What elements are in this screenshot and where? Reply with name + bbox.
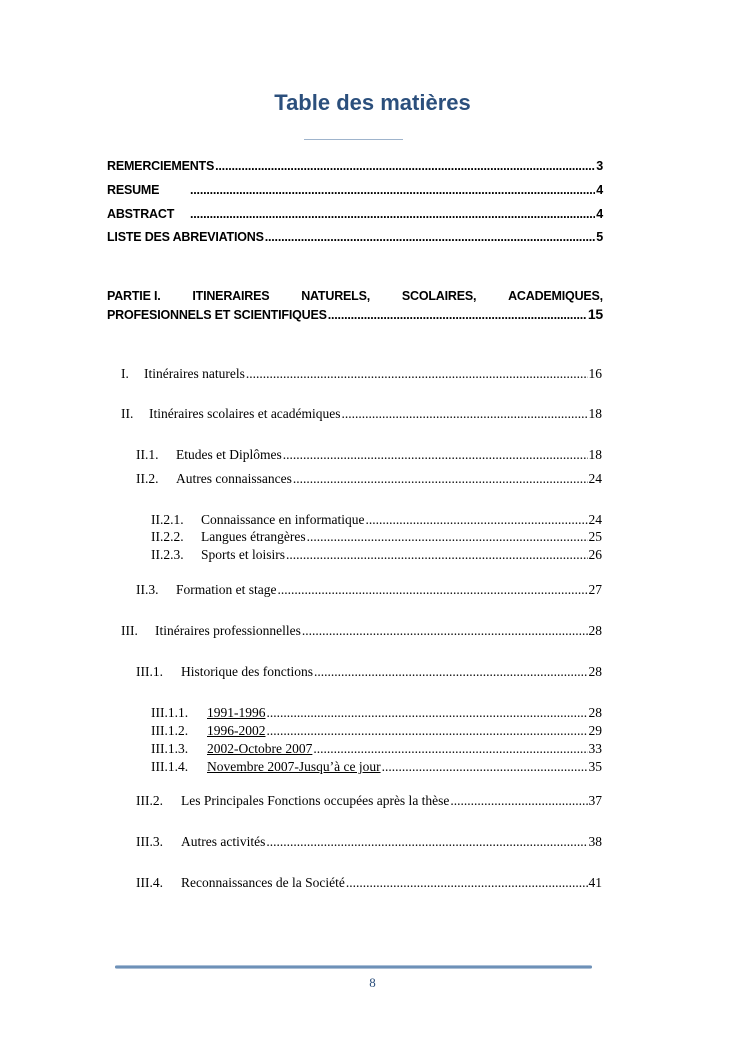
toc-entry-level3[interactable] — [151, 529, 602, 545]
toc-entry-page: 18 — [588, 447, 602, 462]
toc-entry-link[interactable]: 1991-1996 — [207, 705, 266, 720]
partie-heading-line2 — [107, 306, 603, 322]
toc-entry-label: Itinéraires professionnelles — [155, 623, 301, 638]
toc-entry-number: III.3. — [136, 834, 163, 849]
toc-entry-label: Connaissance en informatique — [201, 512, 365, 527]
toc-leader-dots — [342, 406, 588, 422]
toc-entry-page: 38 — [588, 834, 602, 849]
toc-entry-abreviations[interactable] — [107, 230, 603, 244]
toc-entry-label: Itinéraires scolaires et académiques — [149, 406, 341, 421]
toc-entry-number: II.2.2. — [151, 529, 184, 544]
toc-entry-number: II.2. — [136, 471, 159, 486]
partie-word: SCOLAIRES, — [401, 289, 477, 303]
toc-leader-dots — [190, 183, 595, 197]
toc-entry-level2[interactable] — [136, 793, 602, 809]
toc-entry-label: Itinéraires naturels — [144, 366, 245, 381]
toc-entry-page: 28 — [588, 705, 602, 720]
toc-entry-label: Formation et stage — [176, 582, 277, 597]
toc-entry-label: Autres connaissances — [176, 471, 292, 486]
toc-leader-dots — [283, 447, 588, 463]
toc-entry-remerciements[interactable] — [107, 159, 603, 173]
toc-entry-link[interactable]: Novembre 2007-Jusqu’à ce jour — [207, 759, 381, 774]
toc-partie-heading[interactable] — [107, 289, 603, 322]
toc-entry-label: RESUME — [107, 183, 160, 197]
toc-entry-page: 25 — [588, 529, 602, 544]
toc-entry-label: ABSTRACT — [107, 207, 175, 221]
toc-entry-level1[interactable] — [121, 623, 602, 639]
toc-entry-label: Etudes et Diplômes — [176, 447, 282, 462]
toc-leader-dots — [265, 230, 596, 244]
toc-entry-number: II.1. — [136, 447, 159, 462]
toc-leader-dots — [190, 207, 595, 221]
toc-entry-resume[interactable] — [107, 183, 603, 197]
toc-leader-dots — [365, 512, 587, 528]
toc-entry-label: Historique des fonctions — [181, 664, 313, 679]
toc-leader-dots — [302, 623, 588, 639]
toc-entry-page: 24 — [588, 471, 602, 486]
toc-entry-page: 4 — [596, 183, 603, 197]
toc-entry-page: 29 — [588, 723, 602, 738]
toc-entry-number: III.1. — [136, 664, 163, 679]
toc-entry-link[interactable]: 2002-Octobre 2007 — [207, 741, 313, 756]
toc-entry-level2[interactable] — [136, 447, 602, 463]
toc-entry-link[interactable]: 1996-2002 — [207, 723, 266, 738]
toc-entry-number: II.2.3. — [151, 547, 184, 562]
toc-entry-number: II.2.1. — [151, 512, 184, 527]
toc-leader-dots — [266, 834, 587, 850]
toc-entry-page: 5 — [596, 230, 603, 244]
toc-entry-level2[interactable] — [136, 582, 602, 598]
toc-entry-number: III.4. — [136, 875, 163, 890]
toc-entry-page: 3 — [596, 159, 603, 173]
toc-entry-level1[interactable] — [121, 406, 602, 422]
partie-word: NATURELS, — [301, 289, 371, 303]
footer-page-number: 8 — [369, 975, 376, 990]
toc-leader-dots — [328, 308, 587, 322]
toc-entry-level2[interactable] — [136, 834, 602, 850]
toc-entry-abstract[interactable] — [107, 207, 603, 221]
toc-entry-level3[interactable] — [151, 741, 602, 757]
toc-entry-number: I. — [121, 366, 129, 381]
partie-word: ITINERAIRES — [192, 289, 270, 303]
toc-entry-number: III.1.1. — [151, 705, 189, 720]
toc-leader-dots — [314, 664, 588, 680]
toc-entry-number: III.2. — [136, 793, 163, 808]
toc-entry-label: Sports et loisirs — [201, 547, 286, 562]
toc-entry-label: Langues étrangères — [201, 529, 306, 544]
toc-entry-level3[interactable] — [151, 723, 602, 739]
toc-entry-level3[interactable] — [151, 759, 602, 775]
footer-divider — [115, 965, 592, 969]
toc-entry-number: III.1.2. — [151, 723, 189, 738]
partie-word: ACADEMIQUES, — [508, 289, 603, 303]
toc-entry-level2[interactable] — [136, 664, 602, 680]
toc-entry-page: 35 — [588, 759, 602, 774]
title-divider — [304, 139, 403, 140]
toc-entry-level2[interactable] — [136, 471, 602, 487]
toc-leader-dots — [267, 723, 588, 739]
toc-entry-page: 41 — [588, 875, 602, 890]
toc-entry-page: 26 — [588, 547, 602, 562]
toc-entry-label: REMERCIEMENTS — [107, 159, 215, 173]
toc-entry-page: 27 — [588, 582, 602, 597]
toc-leader-dots — [450, 793, 587, 809]
toc-entry-number: III. — [121, 623, 138, 638]
toc-entry-number: III.1.3. — [151, 741, 189, 756]
toc-entry-number: III.1.4. — [151, 759, 189, 774]
toc-entry-level3[interactable] — [151, 547, 602, 563]
toc-leader-dots — [293, 471, 588, 487]
partie-line2-label: PROFESIONNELS ET SCIENTIFIQUES — [107, 308, 327, 322]
toc-leader-dots — [215, 159, 595, 173]
toc-leader-dots — [382, 759, 588, 775]
toc-entry-level3[interactable] — [151, 512, 602, 528]
toc-entry-page: 4 — [596, 207, 603, 221]
toc-entry-label: Autres activités — [181, 834, 266, 849]
toc-entry-level1[interactable] — [121, 366, 602, 382]
partie-heading-line1 — [107, 289, 603, 303]
toc-leader-dots — [277, 582, 587, 598]
toc-entry-page: 18 — [588, 406, 602, 421]
toc-leader-dots — [346, 875, 588, 891]
toc-entry-level3[interactable] — [151, 705, 602, 721]
toc-entry-label: LISTE DES ABREVIATIONS — [107, 230, 264, 244]
toc-entry-page: 33 — [588, 741, 602, 756]
partie-word: PARTIE I. — [107, 289, 161, 303]
toc-entry-page: 37 — [588, 793, 602, 808]
toc-leader-dots — [246, 366, 588, 382]
toc-leader-dots — [286, 547, 587, 563]
toc-leader-dots — [313, 741, 587, 757]
page-title: Table des matières — [274, 90, 471, 115]
toc-entry-number: II.3. — [136, 582, 159, 597]
toc-entry-page: 28 — [588, 623, 602, 638]
toc-entry-label: Les Principales Fonctions occupées après la thèse — [181, 793, 450, 808]
partie-page: 15 — [587, 306, 603, 322]
toc-entry-level2[interactable] — [136, 875, 602, 891]
toc-entry-page: 16 — [588, 366, 602, 381]
toc-leader-dots — [267, 705, 588, 721]
toc-entry-label: Reconnaissances de la Société — [181, 875, 345, 890]
toc-entry-number: II. — [121, 406, 134, 421]
toc-entry-page: 24 — [588, 512, 602, 527]
toc-leader-dots — [307, 529, 588, 545]
toc-entry-page: 28 — [588, 664, 602, 679]
